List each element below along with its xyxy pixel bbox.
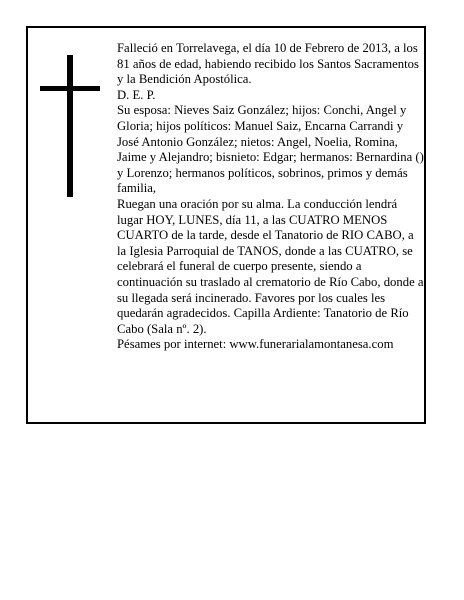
obituary-notice [26, 26, 426, 424]
family-list: Su esposa: Nieves Saiz González; hijos: Conchi, Angel y Gloria; hijos políticos: Manuel Saiz, Encarna Carrandi y José Antonio González; nietos: Angel, Noelia, Romina, Jaime y Alejandro; bisnieto: Edgar; hermanos: Bernardina () y Lorenzo; hermanos políticos, sobrinos, primos y demás familia, [117, 103, 424, 196]
cross-horizontal-bar [40, 86, 100, 91]
cross-vertical-bar [67, 55, 73, 197]
latin-cross-icon [40, 55, 100, 197]
rip-line: D. E. P. [117, 87, 156, 102]
obituary-text [117, 41, 425, 353]
funeral-details: Ruegan una oración por su alma. La conducción lendrá lugar HOY, LUNES, día 11, a las CUATRO MENOS CUARTO de la tarde, desde el Tanatorio de RIO CABO, a la Iglesia Parroquial de TANOS, donde a las CUATRO, se celebrará el funeral de cuerpo presente, siendo a continuación su traslado al crematorio de Río Cabo, donde a su llegada será incinerado. Favores por los cuales les quedarán agradecidos. Capilla Ardiente: Tanatorio de Río Cabo (Sala nº. 2). [117, 196, 424, 336]
death-announcement: Falleció en Torrelavega, el día 10 de Febrero de 2013, a los 81 años de edad, habiendo recibido los Santos Sacramentos y la Bendición Apostólica. [117, 41, 419, 87]
condolences-link: Pésames por internet: www.funerarialamontanesa.com [117, 337, 394, 352]
